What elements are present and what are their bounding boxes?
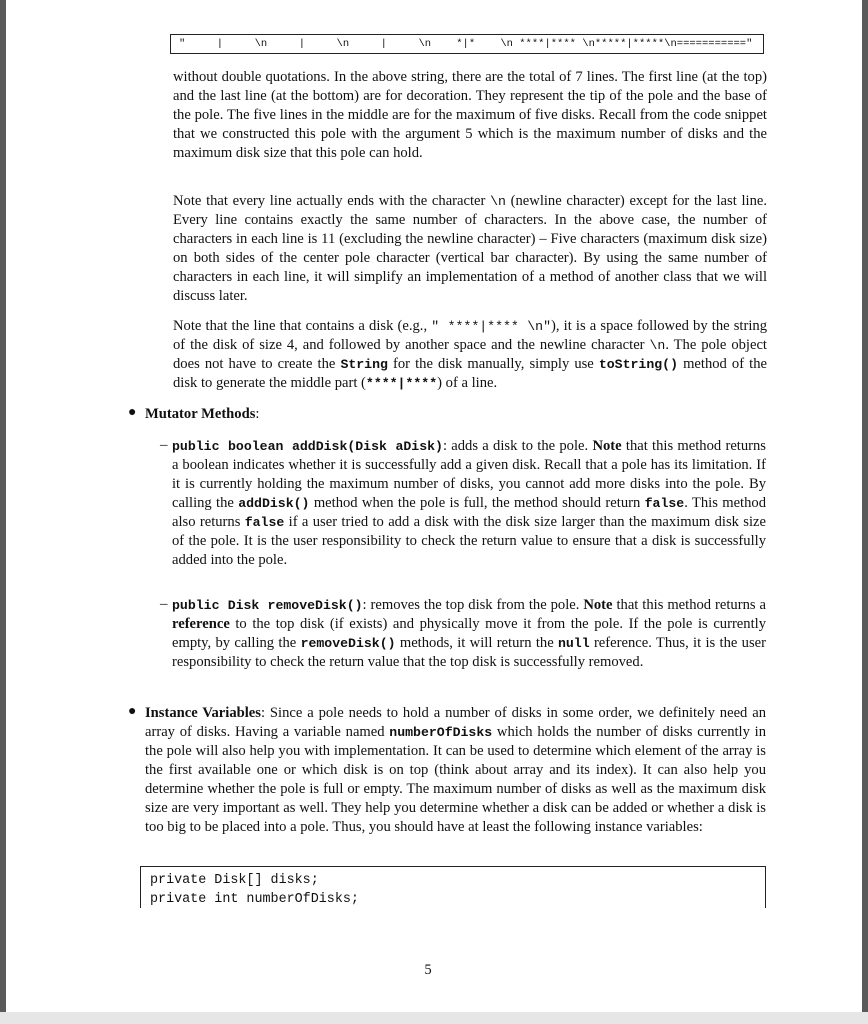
paragraph-disk-line-note [173,317,767,393]
remove-disk-description [172,596,766,672]
text-run: to the top disk (if exists) and physically move it from the pole. If the pole is currently empty, by calling the [172,616,766,651]
code-line: private int numberOfDisks; [150,892,359,907]
text-run: for the disk manually, simply use [387,356,599,372]
inline-code: toString() [598,357,678,372]
code-line: private Disk[] disks; [150,873,319,888]
inline-code: false [244,515,285,530]
text-run: if a user tried to add a disk with the disk size larger than the maximum disk size of the pole. It is the user responsibility to check the return value to ensure that a disk is successfully added into the pole. [172,514,766,568]
mutator-heading [145,405,259,424]
dash-icon: – [160,596,168,612]
text-run: ) of a line. [437,375,498,391]
text-run: that this method returns a boolean indicates whether it is successfully add a given disk. Recall that a pole has its limitation. If it is currently holding the maximum number of disks, you cannot add more disks into the pole. By calling the [172,438,766,511]
text-run: ), it is a space followed by the string of the disk of size 4, and followed by another space and the newline character [173,318,767,353]
text-run: that this method returns a [612,597,766,613]
add-disk-description [172,437,766,570]
text-run: : [255,406,260,422]
inline-code: null [557,636,590,651]
inline-code: ****|**** [365,376,438,391]
text-run: (newline character) except for the last line. Every line contains exactly the same number of characters. In the above case, the number of characters in each line is 11 (excluding the newline character) – Five characters (maximum disk size) on both sides of the center pole character (vertical bar character). By using the same number of characters in each line, it will simplify an implementation of a method of another class that we will discuss later. [173,193,767,304]
method-signature: public boolean addDisk(Disk aDisk) [172,439,443,454]
viewer-bottom-bar [0,1012,868,1024]
text-run: . This method also returns [172,495,766,530]
text-run: : removes the top disk from the pole. [362,597,584,613]
inline-code: removeDisk() [300,636,396,651]
text-run: methods, it will return the [395,635,558,651]
note-label: Note [583,597,613,613]
text-run: : adds a disk to the pole. [442,438,593,454]
text-run: which holds the number of disks currently in the pole will also help you with implementation. It can be used to determine which element of the array is the first available one or which disk is on top (think about array and its index). It can also help you determine whether the pole is full or empty. The maximum number of disks as well as the maximum disk size are very important as well. They help you determine whether a disk can be added or whether a disk is too big to be placed into a pole. Thus, you should have at least the following instance variables: [145,724,766,835]
method-signature: public Disk removeDisk() [172,598,363,613]
inline-code: \n [649,338,666,353]
text-run: method of the disk to generate the middle part ( [173,356,767,391]
bullet-icon: ● [128,704,137,719]
inline-code: numberOfDisks [389,725,493,740]
inline-code: \n [490,194,506,209]
text-run: reference. Thus, it is the user responsibility to check the return value that the top disk is successfully removed. [172,635,766,670]
note-label: Note [592,438,622,454]
page-number: 5 [424,962,432,978]
inline-code: " ****|**** \n" [431,319,551,334]
inline-code: addDisk() [238,496,310,511]
reference-label: reference [172,616,230,632]
paragraph-text: without double quotations. In the above string, there are the total of 7 lines. The first line (at the top) and the last line (at the bottom) are for decoration. They represent the tip of the pole and the base of the pole. The five lines in the middle are for the maximum of five disks. Recall from the code snippet that we constructed this pole with the argument 5 which is the maximum number of disks and the maximum disk size that this pole can hold. [173,69,767,161]
pole-string-code-box: " | \n | \n | \n *|* \n ****|**** \n*****|*****\n===========" [170,34,764,54]
text-run: Note that every line actually ends with the character [173,193,491,209]
instance-variables-code-box [140,866,766,908]
dash-icon: – [160,437,168,453]
inline-code: String [340,357,388,372]
text-run: Note that the line that contains a disk (e.g., [173,318,432,334]
heading-text: Mutator Methods [145,406,256,422]
instance-variables-paragraph [145,704,766,837]
paragraph-line-description [173,68,767,163]
text-run: . The pole object does not have to create the [173,337,767,372]
inline-code: false [644,496,685,511]
text-run: : Since a pole needs to hold a number of disks in some order, we definitely need an array of disks. Having a variable named [145,705,767,740]
bullet-icon: ● [128,405,137,420]
heading-text: Instance Variables [145,705,261,721]
text-run: method when the pole is full, the method should return [309,495,645,511]
paragraph-newline-note [173,192,767,306]
